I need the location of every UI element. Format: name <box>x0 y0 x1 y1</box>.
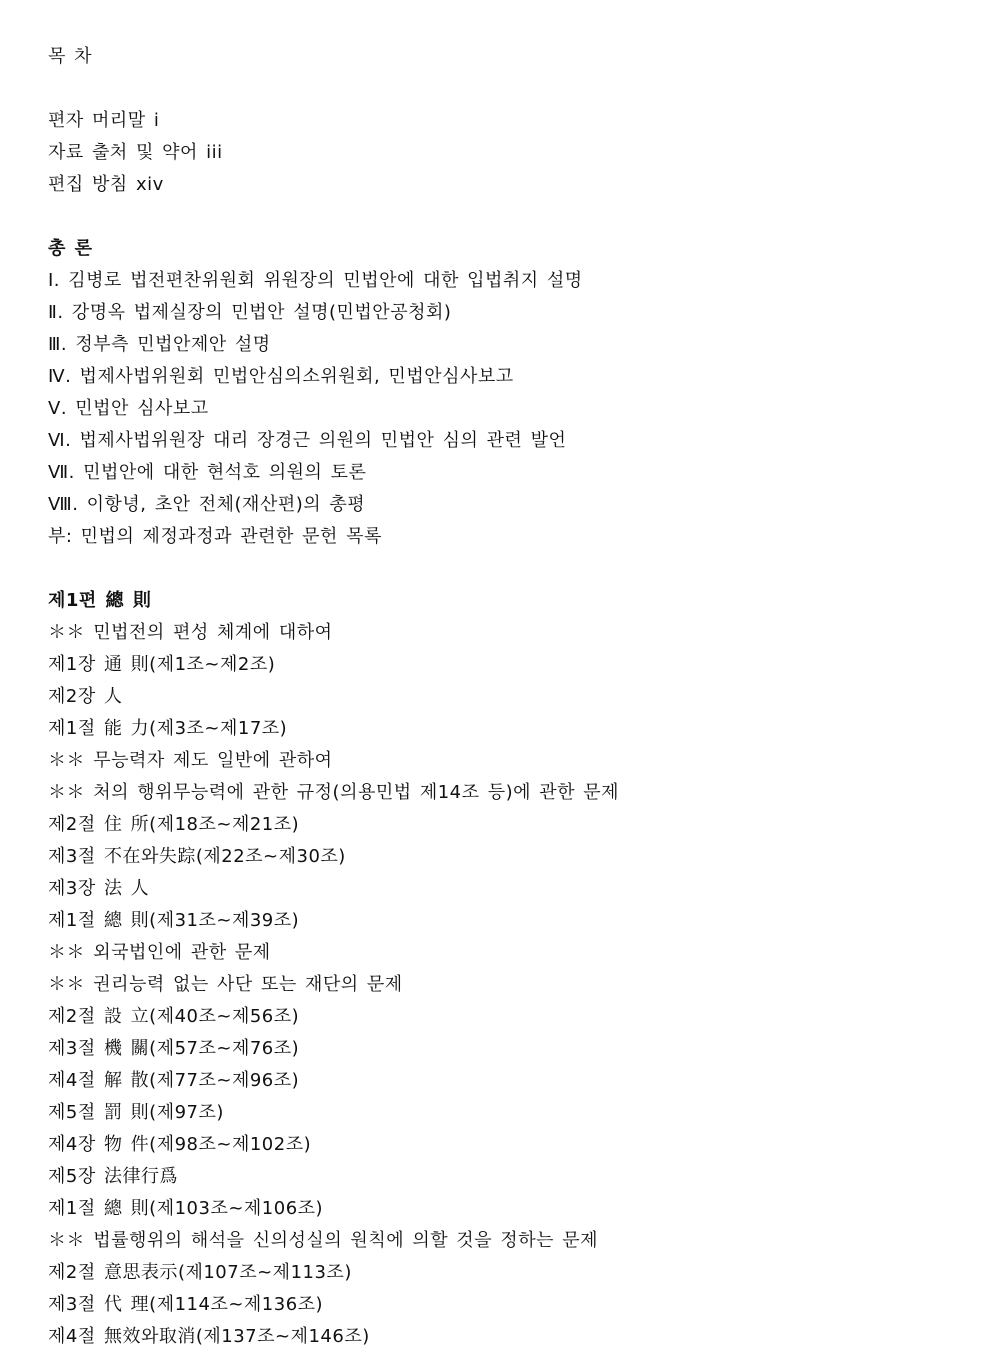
toc-entry: Ⅳ. 법제사법위원회 민법안심의소위원회, 민법안심사보고 <box>48 366 514 387</box>
toc-entry: 제4장 物 件(제98조~제102조) <box>48 1134 312 1155</box>
toc-entry: ＊＊ 권리능력 없는 사단 또는 재단의 문제 <box>48 974 403 995</box>
toc-entry: Ⅰ. 김병로 법전편찬위원회 위원장의 민법안에 대한 입법취지 설명 <box>48 270 583 291</box>
toc-entry: ＊＊ 무능력자 제도 일반에 관하여 <box>48 750 333 771</box>
toc-entry: ＊＊ 외국법인에 관한 문제 <box>48 942 271 963</box>
toc-entry: ＊＊ 법률행위의 해석을 신의성실의 원칙에 의할 것을 정하는 문제 <box>48 1230 598 1251</box>
toc-entry: 제5절 罰 則(제97조) <box>48 1102 224 1123</box>
toc-entry: Ⅵ. 법제사법위원장 대리 장경근 의원의 민법안 심의 관련 발언 <box>48 430 567 451</box>
spacer <box>48 73 972 105</box>
front-item-editorial-policy: 편집 방침 xiv <box>48 174 164 195</box>
toc-entry: ＊＊ 민법전의 편성 체계에 대하여 <box>48 622 333 643</box>
toc-entry: 제4절 無效와取消(제137조~제146조) <box>48 1326 370 1347</box>
toc-entry: 제4절 解 散(제77조~제96조) <box>48 1070 300 1091</box>
toc-entry: 제2절 意思表示(제107조~제113조) <box>48 1262 352 1283</box>
toc-entry: 제1장 通 則(제1조~제2조) <box>48 654 276 675</box>
toc-entry: 제1절 總 則(제31조~제39조) <box>48 910 300 931</box>
spacer <box>48 201 972 233</box>
spacer <box>48 553 972 585</box>
front-item-sources: 자료 출처 및 약어 iii <box>48 142 223 163</box>
toc-title: 목 차 <box>48 46 92 67</box>
toc-entry: 제5장 法律行爲 <box>48 1166 178 1187</box>
toc-entry: ＊＊ 처의 행위무능력에 관한 규정(의용민법 제14조 등)에 관한 문제 <box>48 782 620 803</box>
toc-entry: Ⅱ. 강명옥 법제실장의 민법안 설명(민법안공청회) <box>48 302 452 323</box>
toc-entry: 제1절 總 則(제103조~제106조) <box>48 1198 324 1219</box>
toc-entry: 제3절 不在와失踪(제22조~제30조) <box>48 846 346 867</box>
section-heading-general: 총 론 <box>48 238 93 259</box>
toc-entry: 제2절 住 所(제18조~제21조) <box>48 814 300 835</box>
toc-entry: 제3장 法 人 <box>48 878 150 899</box>
toc-entry: 제3절 機 關(제57조~제76조) <box>48 1038 300 1059</box>
table-of-contents <box>48 41 972 1353</box>
toc-entry: Ⅲ. 정부측 민법안제안 설명 <box>48 334 271 355</box>
toc-entry: 제1절 能 力(제3조~제17조) <box>48 718 288 739</box>
front-item-preface: 편자 머리말 i <box>48 110 160 131</box>
toc-entry: 제2절 設 立(제40조~제56조) <box>48 1006 300 1027</box>
toc-entry: Ⅴ. 민법안 심사보고 <box>48 398 209 419</box>
toc-entry: 제3절 代 理(제114조~제136조) <box>48 1294 324 1315</box>
section-heading-part1: 제1편 總 則 <box>48 590 152 611</box>
toc-entry: Ⅷ. 이항녕, 초안 전체(재산편)의 총평 <box>48 494 366 515</box>
toc-entry: 제2장 人 <box>48 686 123 707</box>
toc-entry: 부: 민법의 제정과정과 관련한 문헌 목록 <box>48 526 382 547</box>
toc-entry: Ⅶ. 민법안에 대한 현석호 의원의 토론 <box>48 462 367 483</box>
